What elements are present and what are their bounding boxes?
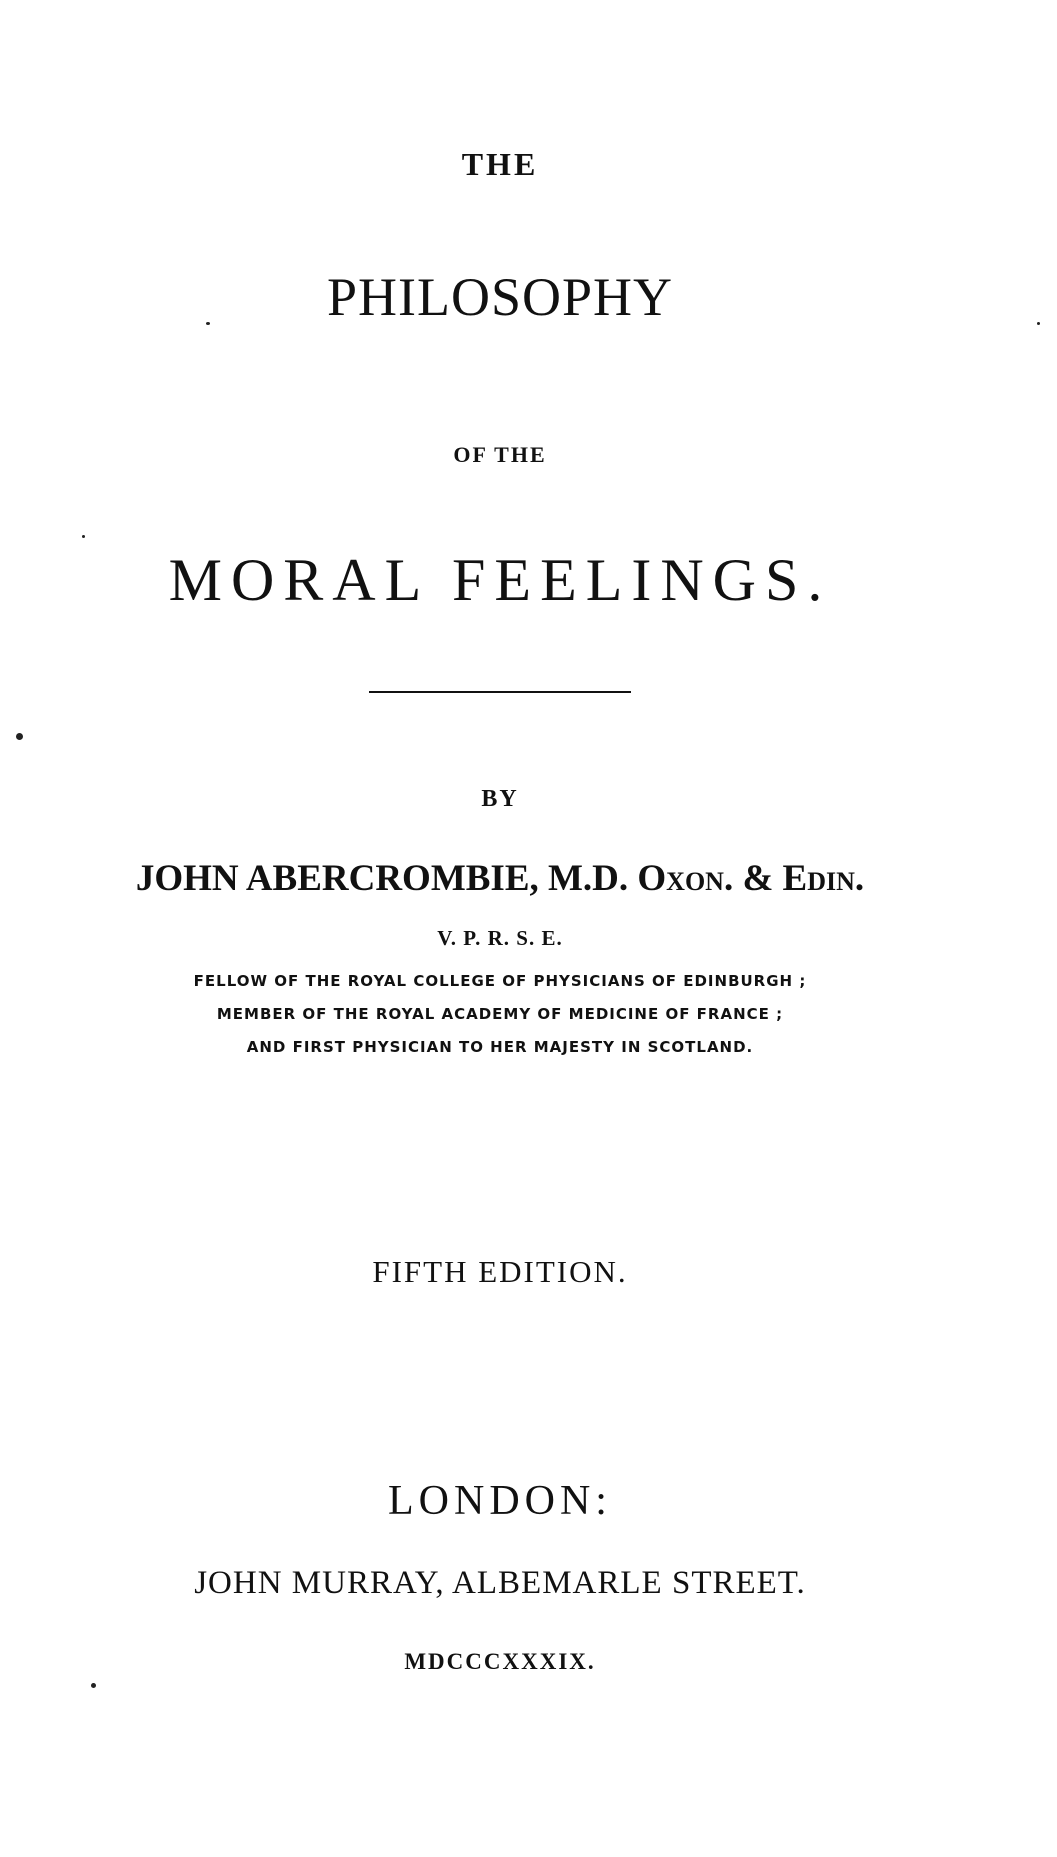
- scan-speck: [1037, 322, 1040, 325]
- title-moral-feelings: MORAL FEELINGS.: [168, 547, 832, 613]
- scan-speck: [16, 733, 23, 740]
- author-ampersand: &: [742, 858, 774, 899]
- byline-by: BY: [481, 786, 519, 812]
- scan-speck: [91, 1683, 96, 1688]
- title-philosophy: PHILOSOPHY: [326, 267, 674, 327]
- title-of-the: OF THE: [453, 442, 547, 467]
- scan-speck: [206, 322, 210, 325]
- title-divider-rule: [369, 691, 631, 693]
- title-the: THE: [461, 146, 539, 182]
- author-name: JOHN ABERCROMBIE, M.D.: [135, 858, 629, 899]
- author-degree-oxon: Oxon.: [637, 858, 734, 899]
- imprint-city: LONDON:: [388, 1478, 612, 1524]
- author-credential: MEMBER OF THE ROYAL ACADEMY OF MEDICINE OF FRANCE ;: [216, 1005, 784, 1023]
- imprint-publisher: JOHN MURRAY, ALBEMARLE STREET.: [194, 1565, 806, 1601]
- author-line: [0, 860, 1000, 897]
- imprint-year: MDCCCXXXIX.: [404, 1649, 596, 1674]
- author-credential: AND FIRST PHYSICIAN TO HER MAJESTY IN SCOTLAND.: [246, 1038, 754, 1056]
- author-credential: FELLOW OF THE ROYAL COLLEGE OF PHYSICIANS OF EDINBURGH ;: [193, 972, 807, 990]
- edition-statement: FIFTH EDITION.: [372, 1254, 628, 1289]
- author-honours: V. P. R. S. E.: [437, 926, 563, 950]
- scan-speck: [82, 535, 85, 538]
- author-degree-edin: Edin.: [782, 858, 865, 899]
